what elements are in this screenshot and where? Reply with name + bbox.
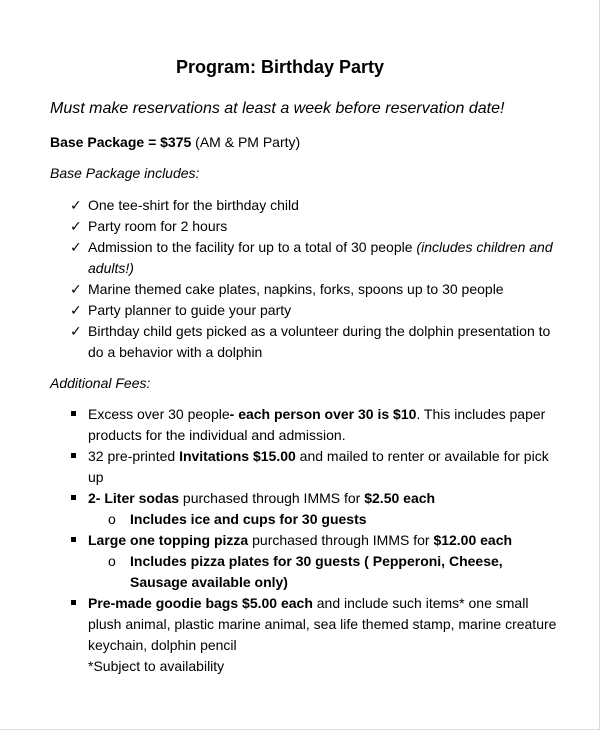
bullet-square-icon [71, 600, 76, 605]
availability-note: *Subject to availability [88, 658, 225, 674]
reservation-notice: Must make reservations at least a week before reservation date! [50, 100, 505, 117]
base-package-price: Base Package = $375 [50, 134, 192, 150]
sub-item: o Includes pizza plates for 30 guests ( Pepperoni, Cheese, Sausage available only) [108, 553, 503, 590]
list-item: Large one topping pizza purchased through IMMS for $12.00 each o Includes pizza plates for 30 guests ( Pepperoni, Cheese, Sausage available only) [70, 530, 560, 593]
checkmark-icon: ✓ [70, 197, 82, 213]
circle-bullet-icon: o [108, 553, 116, 569]
bullet-square-icon [71, 411, 76, 416]
list-item: Pre-made goodie bags $5.00 each and include such items* one small plush animal, plastic marine animal, sea life themed stamp, marine creature keychain, dolphin pencil *Subject to availability [70, 593, 560, 677]
base-package-detail: (AM & PM Party) [191, 134, 301, 150]
page-title: Program: Birthday Party [175, 57, 385, 77]
checkmark-icon: ✓ [70, 323, 82, 339]
includes-heading: Base Package includes: [50, 165, 200, 181]
base-package-line [50, 132, 300, 153]
bullet-square-icon [71, 453, 76, 458]
bullet-square-icon [71, 537, 76, 542]
list-item: 32 pre-printed Invitations $15.00 and mailed to renter or available for pick up [70, 446, 560, 488]
includes-list [70, 195, 560, 363]
list-item: ✓ Marine themed cake plates, napkins, forks, spoons up to 30 people [70, 279, 560, 300]
list-item: ✓ Birthday child gets picked as a volunteer during the dolphin presentation to do a behavior with a dolphin [70, 323, 551, 360]
circle-bullet-icon: o [108, 511, 116, 527]
list-item: ✓ Party planner to guide your party [70, 300, 560, 321]
list-item: ✓ Admission to the facility for up to a total of 30 people (includes children and adults!) [70, 239, 553, 276]
checkmark-icon: ✓ [70, 218, 82, 234]
fees-heading: Additional Fees: [50, 375, 151, 391]
bullet-square-icon [71, 495, 76, 500]
checkmark-icon: ✓ [70, 302, 82, 318]
checkmark-icon: ✓ [70, 239, 82, 255]
checkmark-icon: ✓ [70, 281, 82, 297]
sub-item: o Includes ice and cups for 30 guests [108, 509, 560, 530]
list-item: ✓ One tee-shirt for the birthday child [70, 195, 560, 216]
list-item: ✓ Party room for 2 hours [70, 216, 560, 237]
fees-list [70, 404, 560, 677]
list-item: 2- Liter sodas purchased through IMMS for $2.50 each o Includes ice and cups for 30 guests [70, 488, 560, 530]
list-item: Excess over 30 people- each person over 30 is $10. This includes paper products for the individual and admission. [70, 404, 560, 446]
